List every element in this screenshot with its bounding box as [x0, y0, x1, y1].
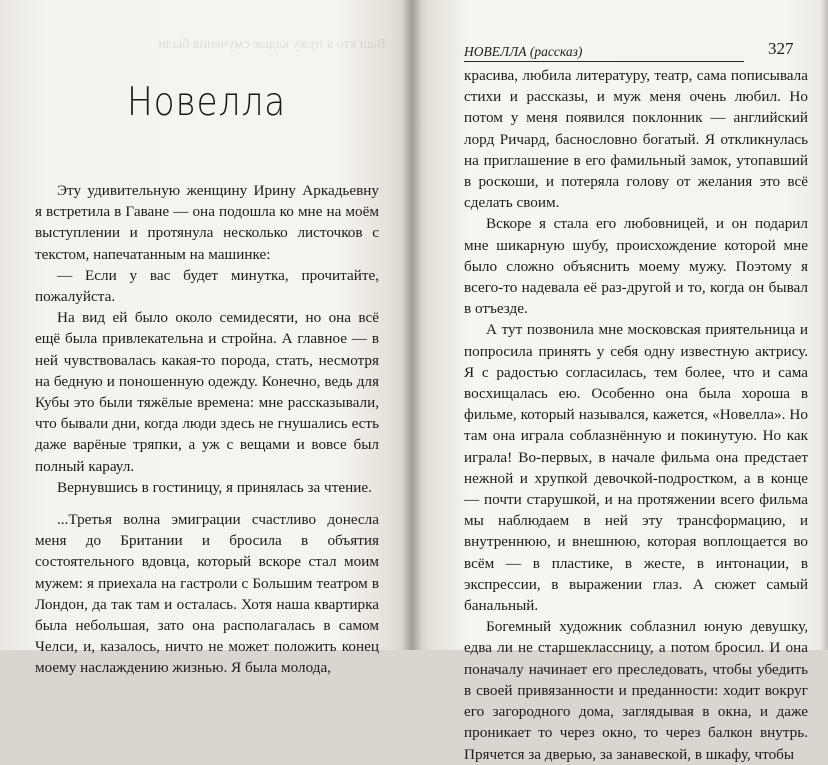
paragraph: Эту удивительную женщину Ирину Аркадьевну я встретила в Гаване — она подошла ко мне на моём выступлении и протянула несколько листочков с текстом, напечатанным на машинке: — [35, 182, 379, 263]
running-head: НОВЕЛЛА (рассказ) — [464, 44, 744, 62]
paragraph: Вернувшись в гостиницу, я принялась за чтение. — [57, 478, 372, 496]
left-page-body — [35, 180, 379, 679]
paragraph: — Если у вас будет минутка, прочитайте, пожалуйста. — [35, 266, 379, 306]
paragraph: Вскоре я стала его любовницей, и он подарил мне шикарную шубу, происхождение которой мне было сложно объяснить моему мужу. Поэтому я всего-то надевала её раз-другой и то, когда он бывал в отъезде. — [464, 215, 808, 318]
paragraph: А тут позвонила мне московская приятельница и попросила принять у себя одну известную актрису. Я с радостью согласилась, тем более, что и сама восхищалась ею. Особенно она была хороша в фильме, который назывался, кажется, «Новелла». Но там она играла соблазнённую и покинутую. Но как играла! Во-первых, в начале фильма она предстает нежной и хрупкой девочкой-подростком, а в конце — почти старушкой, и на протяжении всего фильма мы наблюдаем в ней эту трансформацию, и внутреннюю, и внешнюю, которая воплощается во всём — в пластике, в жесте, в интонации, в экспрессии, в выражении глаз. А сюжет самый банальный. — [464, 321, 808, 615]
paragraph: красива, любила литературу, театр, сама пописывала стихи и рассказы, и муж меня очень любил. Но потом у меня появился поклонник — английский лорд Ричард, баснословно богатый. Я откликнулась на приглашение в его фамильный замок, утопавший в роскоши, и потеряла голову от желания это всё сделать своим. — [464, 67, 808, 212]
paragraph: На вид ей было около семидесяти, но она всё ещё была привлекательна и стройна. А главное — в ней чувствовалась какая-то порода, стать, несмотря на бедную и поношенную одежду. Конечно, ведь для Кубы это были тяжёлые времена: мне рассказывали, что бывали дни, когда люди здесь не гнушались есть даже варёные тряпки, а уж с вещами и вовсе был полный караул. — [35, 309, 379, 475]
right-page — [412, 0, 828, 763]
chapter-title: Новелла — [127, 80, 287, 125]
show-through-text: Ваш кто я нужу кадые смучения были — [158, 37, 386, 52]
page-number: 327 — [768, 39, 794, 58]
paragraph: Богемный художник соблазнил юную девушку, едва ли не старшеклассницу, а потом бросил. И она поначалу начинает его преследовать, чтобы убедить в своей привязанности и преданности: ходит вокруг его загородного дома, заглядывая в окна, и даже проникает то через окно, то через балкон внутрь. Прячется за дверью, за занавеской, в шкафу, чтобы — [464, 618, 808, 763]
left-page — [0, 0, 412, 677]
right-page-body — [464, 65, 808, 765]
paragraph: ...Третья волна эмиграции счастливо донесла меня до Британии и бросила в объятия состоятельного вдовца, который вскоре стал моим мужем: я приехала на гастроли с Большим театром в Лондон, да так там и осталась. Хотя наша квартирка была небольшая, зато она располагалась в самом Челси, и, казалось, ничто не может положить конец моему наслаждению жизнью. Я была молода, — [35, 511, 379, 677]
book-gutter — [402, 0, 422, 650]
page-edge-shadow — [820, 0, 828, 650]
